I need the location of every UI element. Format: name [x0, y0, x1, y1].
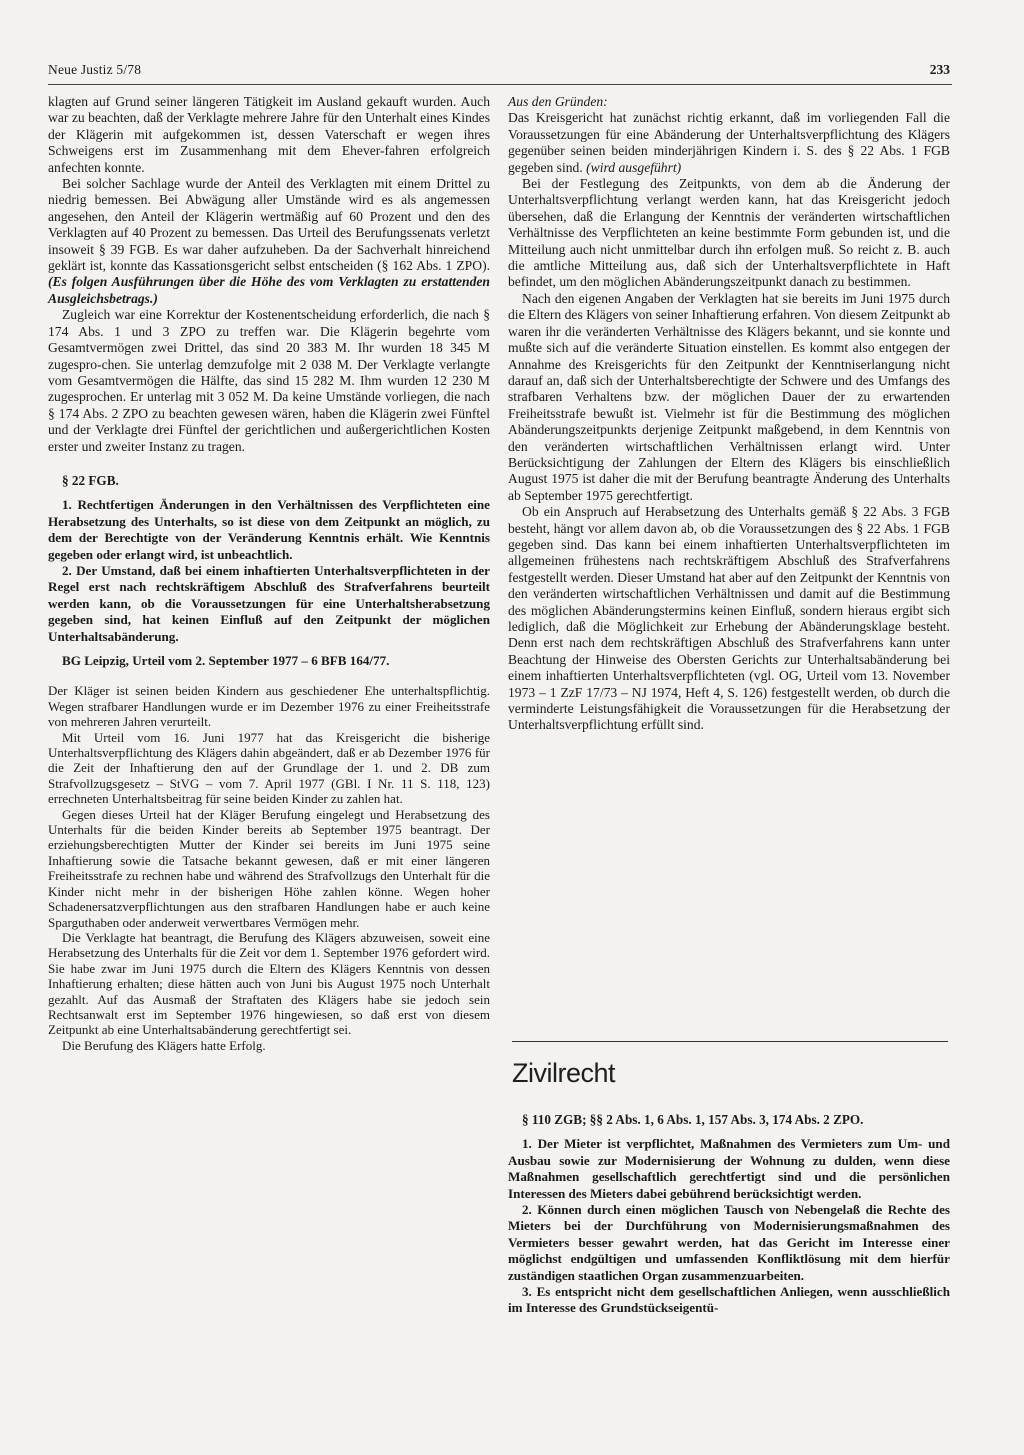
- facts-paragraph-5: Die Berufung des Klägers hatte Erfolg.: [62, 1037, 266, 1053]
- assessment-note: (Es folgen Ausführungen über die Höhe des vom Verklagten zu erstattenden Ausgleichsbetrags.): [48, 274, 490, 306]
- zivilrecht-section: [508, 1112, 950, 1317]
- left-column: [48, 94, 490, 1053]
- grounds-paragraph-2: Bei der Festlegung des Zeitpunkts, von dem ab die Änderung der Unterhaltsverpflichtung verlangt werden kann, hat das Kreisgericht jedoch übersehen, daß die Erlangung der Kenntnis der veränderten wirtschaftlichen Verhältnisse des Verpflichteten an keine bestimmte Form gebunden ist, und die Mitteilung auch nicht unmittelbar durch ihn erfolgen muß. So reicht z. B. auch die amtliche Mitteilung aus, daß sich der Unterhaltsverpflichtete in Haft befindet, um den möglichen Abänderungszeitpunkt danach zu bestimmen.: [508, 176, 950, 290]
- paragraph-costs: Zugleich war eine Korrektur der Kostenentscheidung erforderlich, die nach § 174 Abs. 1 und 3 ZPO zu treffen war. Die Klägerin begehrte vom Gesamtvermögen zwei Drittel, das sind 20 383 M. Ihr wurden 18 345 M zugespro-chen. Sie unterlag demzufolge mit 2 038 M. Der Verklagte verlangte vom Gesamtvermögen die Hälfte, das sind 15 282 M. Ihm wurden 12 230 M zugesprochen. Er unterlag mit 3 052 M. Da keine Umstände vorliegen, die nach § 174 Abs. 2 ZPO zu beachten gewesen wären, haben die Klägerin zwei Fünftel und der Verklagte drei Fünftel der gerichtlichen und außergerichtlichen Kosten erster und zweiter Instanz zu tragen.: [48, 307, 490, 454]
- grounds-heading: Aus den Gründen:: [508, 94, 608, 109]
- section-heading-fgb: § 22 FGB.: [62, 472, 119, 488]
- grounds-paragraph-4: Ob ein Anspruch auf Herabsetzung des Unterhalts gemäß § 22 Abs. 3 FGB besteht, hängt vor allem davon ab, ob die Voraussetzungen des § 22 Abs. 1 FGB gegeben sind. Das kann bei einem inhaftierten Unterhaltsverpflichteten im allgemeinen frühestens nach rechtskräftigem Abschluß des Strafverfahrens festgestellt werden. Dieser Umstand hat aber auf den Zeitpunkt der Kenntnis von den veränderten wirtschaftlichen Verhältnissen und damit auf die Bestimmung des möglichen Abänderungstermins keinen Einfluß, sondern hieraus ergibt sich lediglich, daß die Möglichkeit zur Erhebung der Abänderungsklage besteht. Denn erst nach dem rechtskräftigen Abschluß des Strafverfahrens kann unter Beachtung der Hinweise des Obersten Gerichts zur Unterhaltsabänderung bei einem inhaftierten Unterhaltsverpflichteten (vgl. OG, Urteil vom 13. November 1973 – 1 ZzF 17/73 – NJ 1974, Heft 4, S. 126) festgestellt werden, ob durch die verminderte Leistungsfähigkeit die Voraussetzungen für die Herabsetzung der Unterhaltsverpflichtung erfüllt sind.: [508, 504, 950, 733]
- zivilrecht-heading: Zivilrecht: [512, 1058, 616, 1088]
- section-heading-zgb: § 110 ZGB; §§ 2 Abs. 1, 6 Abs. 1, 157 Abs. 3, 174 Abs. 2 ZPO.: [522, 1112, 864, 1127]
- facts-paragraph-1: Der Kläger ist seinen beiden Kindern aus geschiedener Ehe unterhaltspflichtig. Wegen strafbarer Handlungen wurde er im Dezember 1976 zu einer Freiheitsstrafe von mehreren Jahren verurteilt.: [48, 683, 490, 730]
- page-number: 233: [929, 62, 950, 77]
- header-rule: [48, 84, 952, 85]
- case-facts: [48, 683, 490, 1053]
- facts-paragraph-4: Die Verklagte hat beantragt, die Berufung des Klägers abzuweisen, soweit eine Herabsetzung des Unterhalts für die Zeit vor dem 1. September 1976 gefordert wird. Sie habe zwar im Juni 1975 durch die Eltern des Klägers Kenntnis von dessen Inhaftierung erhalten; diese hätten auch von Juni bis August 1975 noch Unterhalt gezahlt. Auf das Ausmaß der Straftaten des Klägers habe sie jedoch sein Rechtsanwalt erst im September 1976 hingewiesen, so daß erst von diesem Zeitpunkt ab eine Unterhaltsabänderung gerechtfertigt sei.: [48, 929, 490, 1038]
- zivil-headnote-3: 3. Es entspricht nicht dem gesellschaftlichen Anliegen, wenn ausschließlich im Interesse des Grundstückseigentü-: [508, 1284, 950, 1316]
- grounds-text-1: Das Kreisgericht hat zunächst richtig erkannt, daß im vorliegenden Fall die Voraussetzungen für eine Abänderung der Unterhaltsverpflichtung des Klägers gegenüber seinen beiden minderjährigen Kindern i. S. des § 22 Abs. 1 FGB gegeben sind.: [508, 110, 950, 175]
- zivil-headnote-2: 2. Können durch einen möglichen Tausch von Nebengelaß die Rechte des Mieters bei der Durchführung von Modernisierungsmaßnahmen des Vermieters besser gewahrt werden, hat das Gericht im Interesse einer möglichst endgültigen und umfassenden Konfliktlösung mit dem hierfür zuständigen staatlichen Organ zusammenzuarbeiten.: [508, 1202, 950, 1283]
- paragraph-assessment: [48, 176, 490, 307]
- facts-paragraph-3: Gegen dieses Urteil hat der Kläger Berufung eingelegt und Herabsetzung des Unterhalts für die beiden Kinder bereits ab September 1975 beantragt. Der erziehungsberechtigten Mutter der Kinder sei bereits im Juni 1975 seine Inhaftierung sowie die Tatsache bekannt gewesen, daß er mit einer längeren Freiheitsstrafe zu rechnen habe und während des Strafvollzugs den Unterhalt für die Kinder nicht mehr in der bisherigen Höhe zahlen könne. Wegen hoher Schadenersatzverpflichtungen aus den strafbaren Handlungen habe er auch keine Sparguthaben oder anderweit verwertbares Vermögen mehr.: [48, 806, 490, 930]
- zivil-headnote-1: 1. Der Mieter ist verpflichtet, Maßnahmen des Vermieters zum Um- und Ausbau sowie zur Modernisierung der Wohnung zu dulden, wenn diese Maßnahmen gesellschaftlich gerechtfertigt sind und die persönlichen Interessen des Mieters dabei gebührend berücksichtigt werden.: [508, 1136, 950, 1201]
- headnote-2: 2. Der Umstand, daß bei einem inhaftierten Unterhaltsverpflichteten in der Regel erst nach rechtskräftigem Abschluß des Strafverfahrens beurteilt werden kann, ob die Voraussetzungen für eine Unterhaltsherabsetzung gegeben sind, hat keinen Einfluß auf den Zeitpunkt der möglichen Unterhaltsabänderung.: [48, 562, 490, 644]
- right-column: [508, 94, 950, 734]
- headnote-1: 1. Rechtfertigen Änderungen in den Verhältnissen des Verpflichteten eine Herabsetzung des Unterhalts, so ist diese von dem Zeitpunkt an möglich, zu dem der Berechtigte von der Veränderung Kenntnis erhält. Wie Kenntnis gegeben oder erlangt wird, ist unbeachtlich.: [48, 497, 490, 562]
- grounds-note-1: (wird ausgeführt): [586, 159, 682, 175]
- zivilrecht-rule: [512, 1041, 948, 1042]
- paragraph-continuation: klagten auf Grund seiner längeren Tätigkeit im Ausland gekauft wurden. Auch war zu beachten, daß der Verklagte mehrere Jahre für den Unterhalt eines Kindes der Klägerin mit aufgekommen ist, dessen Vaterschaft er wegen ihres Schweigens erst im Zusammenhang mit dem Ehever-fahren erfolgreich anfechten konnte.: [48, 94, 490, 175]
- court-citation: BG Leipzig, Urteil vom 2. September 1977 – 6 BFB 164/77.: [62, 653, 390, 668]
- journal-header: Neue Justiz 5/78: [48, 62, 142, 77]
- facts-paragraph-2: Mit Urteil vom 16. Juni 1977 hat das Kreisgericht die bisherige Unterhaltsverpflichtung des Klägers dahin abgeändert, daß er ab Dezember 1976 für die Zeit der Inhaftierung den auf der Grundlage der 1. und 2. DB zum Strafvollzugsgesetz – StVG – vom 7. April 1977 (GBl. I Nr. 11 S. 118, 123) errechneten Unterhaltsbeitrag für seine beiden Kinder zu zahlen hat.: [48, 729, 490, 807]
- grounds-paragraph-1: [508, 110, 950, 176]
- grounds-paragraph-3: Nach den eigenen Angaben der Verklagten hat sie bereits im Juni 1975 durch die Eltern des Klägers von seiner Inhaftierung erfahren. Von diesem Zeitpunkt ab waren ihr die veränderten Verhältnisse des Klägers bekannt, und sie konnte und mußte sich auf die veränderte Situation einstellen. Es kommt also entgegen der Annahme des Kreisgerichts für den Zeitpunkt der Kenntniserlangung nicht darauf an, daß sich der Unterhaltsberechtigte der Schwere und des Umfangs des strafbaren Verhaltens bzw. der möglichen Dauer der zu erwartenden Freiheitsstrafe bewußt ist. Vielmehr ist für die Bestimmung des möglichen Abänderungszeitpunkts derjenige Zeitpunkt maßgebend, in dem Kenntnis von den veränderten wirtschaftlichen Verhältnissen erlangt wird. Unter Berücksichtigung der Zahlungen der Eltern des Klägers bis einschließlich August 1975 ist daher die mit der Berufung beantragte Änderung des Unterhalts ab September 1975 gerechtfertigt.: [508, 290, 950, 503]
- assessment-text: Bei solcher Sachlage wurde der Anteil des Verklagten mit einem Drittel zu niedrig bemessen. Bei Abwägung aller Umstände wird es als angemessen angesehen, den Anteil der Klägerin wertmäßig auf 60 Prozent und den des Verklagten auf 40 Prozent zu bemessen. Das Urteil des Berufungssenats verletzt insoweit § 39 FGB. Es war daher aufzuheben. Da der Sachverhalt hinreichend geklärt ist, konnte das Kassationsgericht selbst entscheiden (§ 162 Abs. 1 ZPO).: [48, 176, 490, 274]
